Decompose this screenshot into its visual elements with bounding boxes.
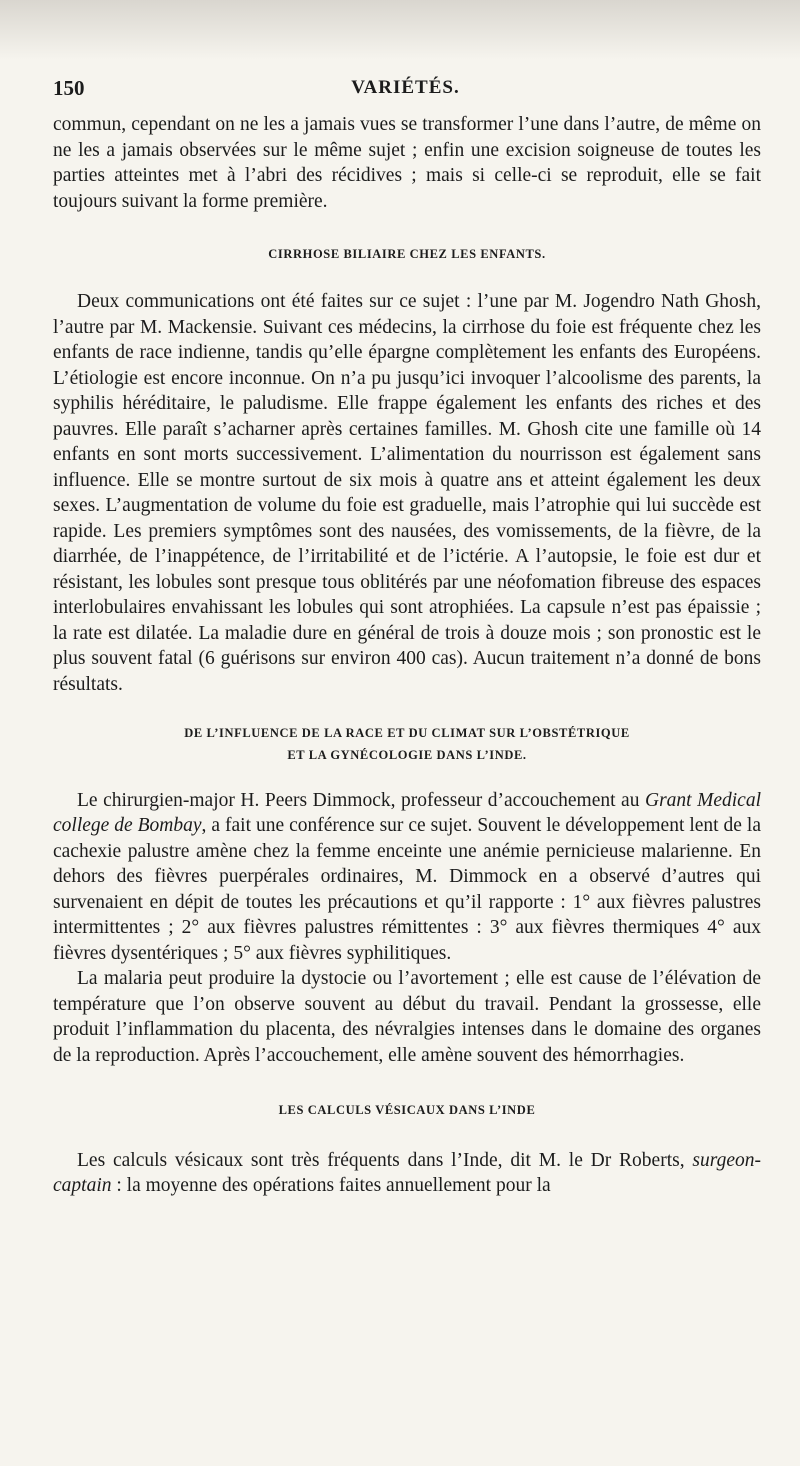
institution-name: Grant Medical college de Bombay [53,789,761,837]
section-heading-cirrhose: CIRRHOSE BILIAIRE CHEZ LES ENFANTS. [268,247,546,261]
paragraph-cirrhose: Deux communications ont été faites sur ce sujet : l’une par M. Jogendro Nath Ghosh, l’autre par M. Mackensie. Suivant ces médecins, la cirrhose du foie est fréquente chez les enfants de race indienne, tandis qu’elle épargne complètement les enfants des Européens. L’étiologie est encore inconnue. On n’a pu jusqu’ici invoquer l’alcoolisme des parents, la syphilis héréditaire, le paludisme. Elle frappe également les enfants des riches et des pauvres. Elle paraît s’acharner après certaines familles. M. Ghosh cite une famille où 14 enfants en sont morts successivement. L’alimentation du nourrisson est également sans influence. Elle se montre surtout de six mois à quatre ans et atteint également les deux sexes. L’augmentation de volume du foie est graduelle, mais l’atrophie qui lui succède est rapide. Les premiers symptômes sont des nausées, des vomissements, de la fièvre, de la diarrhée, de l’inappétence, de l’irritabilité et de l’ictérie. A l’autopsie, le foie est dur et résistant, les lobules sont presque tous oblitérés par une néofomation fibreuse des espaces interlobulaires envahissant les lobules qui sont atrophiées. La capsule n’est pas épaissie ; la rate est dilatée. La maladie dure en général de trois à douze mois ; son pronostic est le plus souvent fatal (6 guérisons sur environ 400 cas). Aucun traitement n’a donné de bons résultats. [53,291,761,695]
military-title: surgeon-captain [53,1149,761,1196]
paragraph-continuation: commun, cependant on ne les a jamais vues se transformer l’une dans l’autre, de même on ne les a jamais observées sur le même sujet ; enfin une excision soigneuse de toutes les parties atteintes met à l’abri des récidives ; mais si celle-ci se reproduit, elle se fait toujours suivant la forme première. [53,114,761,212]
text-run: : la moyenne des opérations faites annuellement pour la [111,1175,551,1196]
page-number: 150 [53,76,85,100]
paragraph-influence-2: La malaria peut produire la dystocie ou l’avortement ; elle est cause de l’élévation de température que l’on observe souvent au début du travail. Pendant la grossesse, elle produit l’inflammation du placenta, des névralgies intenses dans le domaine des organes de la reproduction. Après l’accouchement, elle amène souvent des hémorrhagies. [53,968,761,1066]
heading-line-2: ET LA GYNÉCOLOGIE DANS L’INDE. [287,747,527,762]
text-run: , a fait une conférence sur ce sujet. Souvent le développement lent de la cachexie palustre amène chez la femme enceinte une anémie pernicieuse malarienne. En dehors des fièvres puerpérales ordinaires, M. Dimmock en a observé d’autres qui survenaient en dépit de toutes les précautions et qu’il rapporte : 1° aux fièvres palustres intermittentes ; 2° aux fièvres palustres rémittentes : 3° aux fièvres thermiques 4° aux fièvres dysentériques ; 5° aux fièvres syphilitiques. [53,815,761,964]
page-body [53,112,761,1199]
paragraph-calculs [53,1148,761,1199]
text-run: Le chirurgien-major H. Peers Dimmock, professeur d’accouchement au [77,789,645,811]
section-heading-calculs: LES CALCULS VÉSICAUX DANS L’INDE [278,1103,536,1118]
running-title: VARIÉTÉS. [351,77,460,98]
heading-line-1: DE L’INFLUENCE DE LA RACE ET DU CLIMAT SUR L’OBSTÉTRIQUE [184,726,630,741]
page-header [53,78,758,108]
paragraph-influence-1 [53,788,761,967]
section-heading-influence [53,723,761,766]
page-top-shading [0,0,800,60]
text-run: Les calculs vésicaux sont très fréquents dans l’Inde, dit M. le Dr Roberts, [77,1149,693,1171]
